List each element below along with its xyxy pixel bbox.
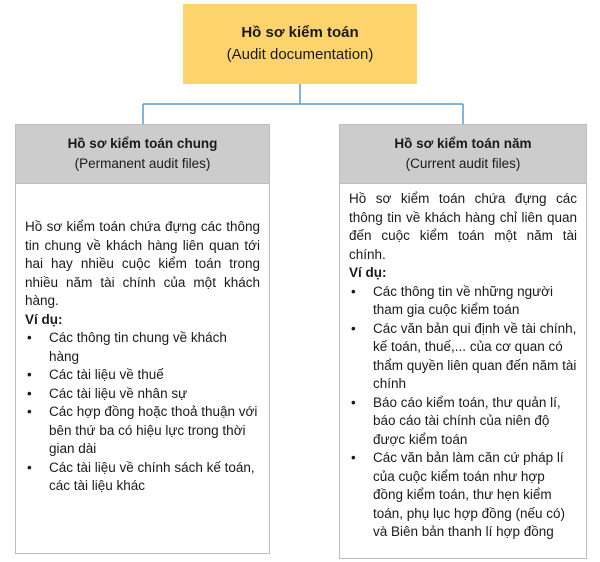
permanent-files-intro: Hồ sơ kiểm toán chứa đựng các thông tin chung về khách hàng liên quan tới hai hay nhiều cuộc kiểm toán trong nhiều năm tài chính của một khách hàng.: [25, 219, 260, 308]
permanent-files-subtitle: (Permanent audit files): [74, 156, 211, 171]
permanent-files-example-label: Ví dụ:: [25, 311, 63, 327]
list-item: • Báo cáo kiểm toán, thư quản lí, báo cáo tài chính của niên độ được kiểm toán: [349, 394, 577, 450]
list-item: • Các tài liệu về chính sách kế toán, các tài liệu khác: [25, 459, 260, 496]
current-files-body: [339, 183, 587, 559]
permanent-files-body: [15, 183, 270, 554]
current-files-title: Hồ sơ kiểm toán năm: [394, 136, 532, 151]
list-item: • Các tài liệu về thuế: [25, 366, 260, 385]
permanent-files-list: [25, 329, 260, 496]
current-files-header: [339, 124, 587, 183]
list-item: • Các hợp đồng hoặc thoả thuận với bên thứ ba có hiệu lực trong thời gian dài: [25, 403, 260, 459]
current-files-list: [349, 283, 577, 542]
permanent-files-header: [15, 124, 270, 183]
list-item: • Các thông tin về những người tham gia cuộc kiểm toán: [349, 283, 577, 320]
current-files-example-label: Ví dụ:: [349, 265, 387, 280]
root-subtitle: (Audit documentation): [226, 46, 374, 63]
list-item: • Các văn bản làm căn cứ pháp lí của cuộc kiểm toán như hợp đồng kiểm toán, thư hẹn kiểm toán, phụ lục hợp đồng (nếu có) và Biên bản thanh lí hợp đồng: [349, 449, 577, 542]
root-title: Hồ sơ kiểm toán: [241, 24, 359, 41]
current-files-intro: Hồ sơ kiểm toán chứa đựng các thông tin về khách hàng chỉ liên quan đến cuộc kiểm toán một năm tài chính.: [349, 191, 577, 262]
list-item: • Các tài liệu về nhân sự: [25, 385, 260, 404]
list-item: • Các thông tin chung về khách hàng: [25, 329, 260, 366]
current-files-subtitle: (Current audit files): [405, 156, 521, 171]
permanent-files-title: Hồ sơ kiểm toán chung: [67, 136, 218, 151]
list-item: • Các văn bản qui định về tài chính, kế toán, thuế,... của cơ quan có thẩm quyền liên quan đến năm tài chính: [349, 320, 577, 394]
root-node: [183, 4, 417, 84]
